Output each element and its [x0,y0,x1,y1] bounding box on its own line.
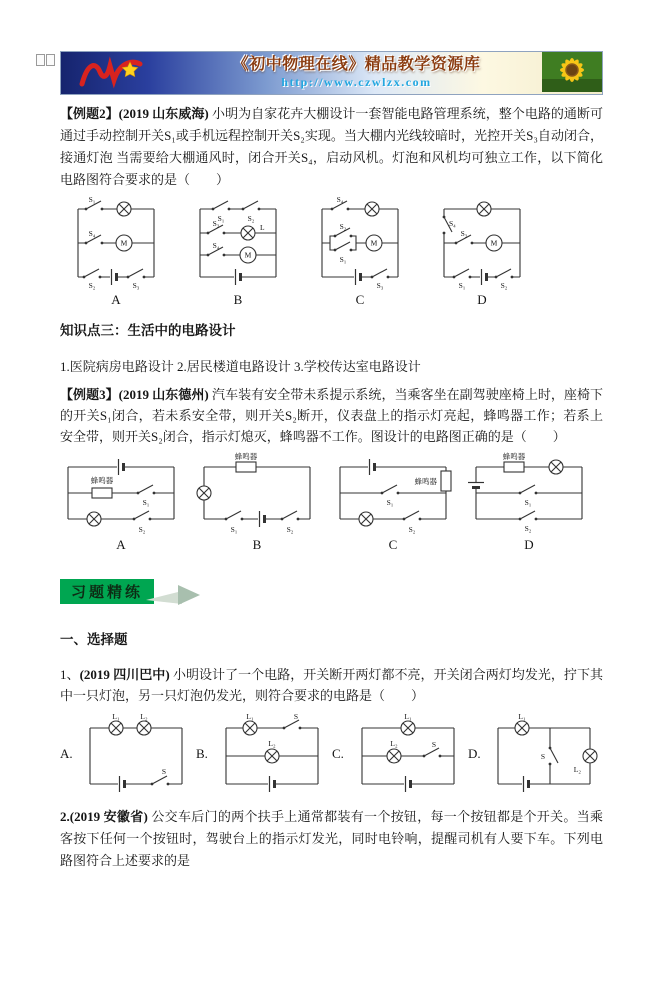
lamp-icon [359,512,373,526]
buzzer-icon [504,462,524,472]
lamp-icon [515,721,529,735]
knowledge-items: 1.医院病房电路设计 2.居民楼道电路设计 3.学校传达室电路设计 [60,358,421,374]
lamp-label: L₁ [246,712,254,721]
example2-text [60,103,603,191]
example3-body: 汽车装有安全带未系提示系统，当乘客坐在副驾驶座椅上时，座椅下的开关S₁闭合，若未系安全带，则开关S₂断开，仪表盘上的指示灯亮起，蜂鸣器工作；若系上安全带，则开关S₂闭合，指示灯熄灭，蜂鸣器不工作。图设计的电路图正确的是（ ） [60,386,603,444]
lamp-icon [109,721,123,735]
switch-label: S₄ [336,195,344,204]
switch-label: S₁ [458,281,466,290]
lamp-icon [549,460,563,474]
buzzer-label: 蜂鸣器 [502,451,526,461]
switch-label: S [540,752,545,761]
switch-icon [549,747,558,766]
buzzer-icon [92,488,112,498]
option-letter: D [524,536,534,552]
switch-label: S [293,712,299,721]
switch-label: S₁ [524,497,532,507]
switch-label: S₁ [339,255,347,264]
lamp-label: L [260,223,265,232]
switch-label: S₄ [88,229,96,238]
lamp-icon [241,226,255,240]
battery-icon [120,776,125,792]
example3-option-letters [60,537,603,553]
q1-number: 1、 [60,667,80,682]
switch-icon [423,748,442,757]
switch-label: S₂ [286,524,294,534]
switch-icon [371,269,390,278]
switch-label: S₁ [230,524,238,534]
switch-icon [334,242,353,251]
battery-icon [370,459,375,475]
switch-icon [403,511,422,520]
motor-label: M [370,238,378,248]
switch-label: S₃ [376,281,384,290]
switch-label: S₃ [212,219,220,228]
switch-label: S₂ [247,214,255,223]
switch-label: S₂ [339,222,347,231]
lamp-label: L₂ [573,765,581,774]
switch-label: S [161,767,167,776]
site-title: 《初中物理在线》精品教学资源库 [232,56,481,74]
q2-prefix: 2.(2019 安徽省) [60,809,148,824]
option-letter: B [252,536,262,552]
buzzer-icon [236,462,256,472]
circuit-diagram-q1-b [218,710,326,798]
option-letter: A. [60,746,73,761]
lamp-icon [197,486,211,500]
switch-icon [453,269,472,278]
switch-label: S₃ [132,281,140,290]
circuit-diagram-q1-a [82,710,190,798]
q1-body: 小明设计了一个电路，开关断开两灯都不亮，开关闭合两灯均发光，拧下其中一只灯泡，另一只灯泡仍发光，则符合要求的电路是（ ） [60,667,603,703]
switch-label: S₂ [88,281,96,290]
lamp-icon [365,202,379,216]
circuit-diagram-e2-a [66,195,166,290]
buzzer-label: 蜂鸣器 [234,451,258,461]
practice-section-banner [60,577,603,607]
option-letter: B [233,292,243,307]
battery-icon [524,776,529,792]
battery-icon [468,482,484,487]
lamp-icon [265,749,279,763]
switch-label: S₁ [386,497,394,507]
sunflower-photo [542,52,602,94]
option-letter: D. [468,746,481,761]
switch-icon [495,269,514,278]
circuit-diagram-q1-c [354,710,462,798]
switch-icon [519,511,538,520]
example2-diagrams [60,195,603,290]
battery-icon [236,269,241,285]
example3-prefix: 【例题3】(2019 山东德州) [60,386,209,402]
motor-label: M [244,250,252,260]
site-banner [60,51,603,95]
lamp-icon [401,721,415,735]
circuit-diagram-e3-b [196,451,318,535]
motor-label: M [120,238,128,248]
option-letter: A [111,292,121,307]
lamp-icon [117,202,131,216]
example2-body: 小明为自家花卉大棚设计一套智能电路管理系统，整个电路的通断可通过手动控制开关S₁或手机远程控制开关S₂实现。当大棚内光线较暗时，光控开关S₃自动闭合，接通灯泡 当需要给大棚通风时，闭合开关S₄，启动风机。灯泡和风机均可独立工作，以下简化电路图符合要求的是（ ） [60,106,603,187]
lamp-icon [243,721,257,735]
lamp-label: L₂ [268,739,276,748]
switch-icon [151,776,170,785]
option-letter: C [355,292,365,307]
lamp-label: L₁ [518,712,526,721]
switch-icon [283,720,302,729]
switch-label: S₃ [460,229,468,238]
battery-icon [482,269,487,285]
switch-label: S₁ [88,195,96,204]
example3-text [60,384,603,447]
switch-label: S₄ [212,241,220,250]
option-letter: C [388,536,398,552]
option-letter: C. [332,746,344,761]
option-letter: D [477,292,487,307]
q1-prefix: (2019 四川巴中) [79,667,170,682]
battery-icon [356,269,361,285]
switch-icon [212,201,231,210]
lamp-label: L₁ [404,712,412,721]
q1-diagrams [60,710,603,798]
option-letter: B. [196,746,208,761]
switch-icon [225,511,244,520]
switch-label: S [431,740,437,749]
lamp-icon [477,202,491,216]
switch-icon [133,511,152,520]
circuit-diagram-q1-d [490,710,598,798]
buzzer-label: 蜂鸣器 [414,476,437,486]
switch-icon [281,511,300,520]
example2-prefix: 【例题2】(2019 山东威海) [60,106,209,121]
q1-text [60,664,603,706]
lamp-icon [137,721,151,735]
circuit-diagram-e2-d [432,195,532,290]
battery-icon [260,511,265,527]
circuit-diagram-e3-a [60,451,182,535]
section-arrow-icon [146,582,208,608]
option-letter: A [116,536,126,552]
circuit-diagram-e2-b [188,195,288,290]
lamp-label: L₂ [140,712,148,721]
circuit-diagram-e3-c [332,451,454,535]
motor-label: M [490,238,498,248]
battery-icon [119,459,124,475]
site-logo-icon [74,54,158,92]
switch-icon [381,485,400,494]
switch-label: S₂ [524,523,532,533]
switch-label: S₄ [449,219,456,228]
battery-icon [406,776,411,792]
lamp-icon [87,512,101,526]
switch-icon [519,485,538,494]
site-banner-text [171,52,542,94]
site-url: http://www.czwlzx.com [281,74,432,89]
switch-label: S₂ [500,281,508,290]
lamp-label: L₁ [112,712,120,721]
switch-icon [83,269,102,278]
worksheet-page [0,51,661,986]
choice-section-title: 一、选择题 [60,631,128,647]
practice-banner-title: 习题精练 [60,579,154,604]
example3-diagrams [60,451,603,535]
buzzer-label: 蜂鸣器 [90,475,114,485]
q2-body: 公交车后门的两个扶手上通常都装有一个按钮，每一个按钮都是个开关。当乘客按下任何一个按钮时，驾驶台上的指示灯发光，同时电铃响，提醒司机有人要下车。下列电路图符合上述要求的是 [60,809,603,868]
switch-icon [242,201,261,210]
q2-text [60,806,603,872]
switch-label: S₂ [408,524,416,534]
switch-icon [137,485,156,494]
switch-label: S₁ [217,214,225,223]
battery-icon [112,269,117,285]
knowledge-heading: 知识点三：生活中的电路设计 [60,323,236,338]
example2-option-letters [60,292,603,308]
circuit-diagram-e3-d [468,451,590,535]
lamp-icon [583,749,597,763]
switch-label: S₁ [142,497,150,507]
buzzer-icon [441,471,451,491]
sunflower-icon [542,52,602,92]
circuit-diagram-e2-c [310,195,410,290]
lamp-icon [387,749,401,763]
switch-label: S₂ [138,524,146,534]
battery-icon [270,776,275,792]
broken-image-placeholder-icon [36,54,55,66]
lamp-label: L₂ [390,739,398,748]
site-logo [61,52,171,94]
switch-icon [127,269,146,278]
